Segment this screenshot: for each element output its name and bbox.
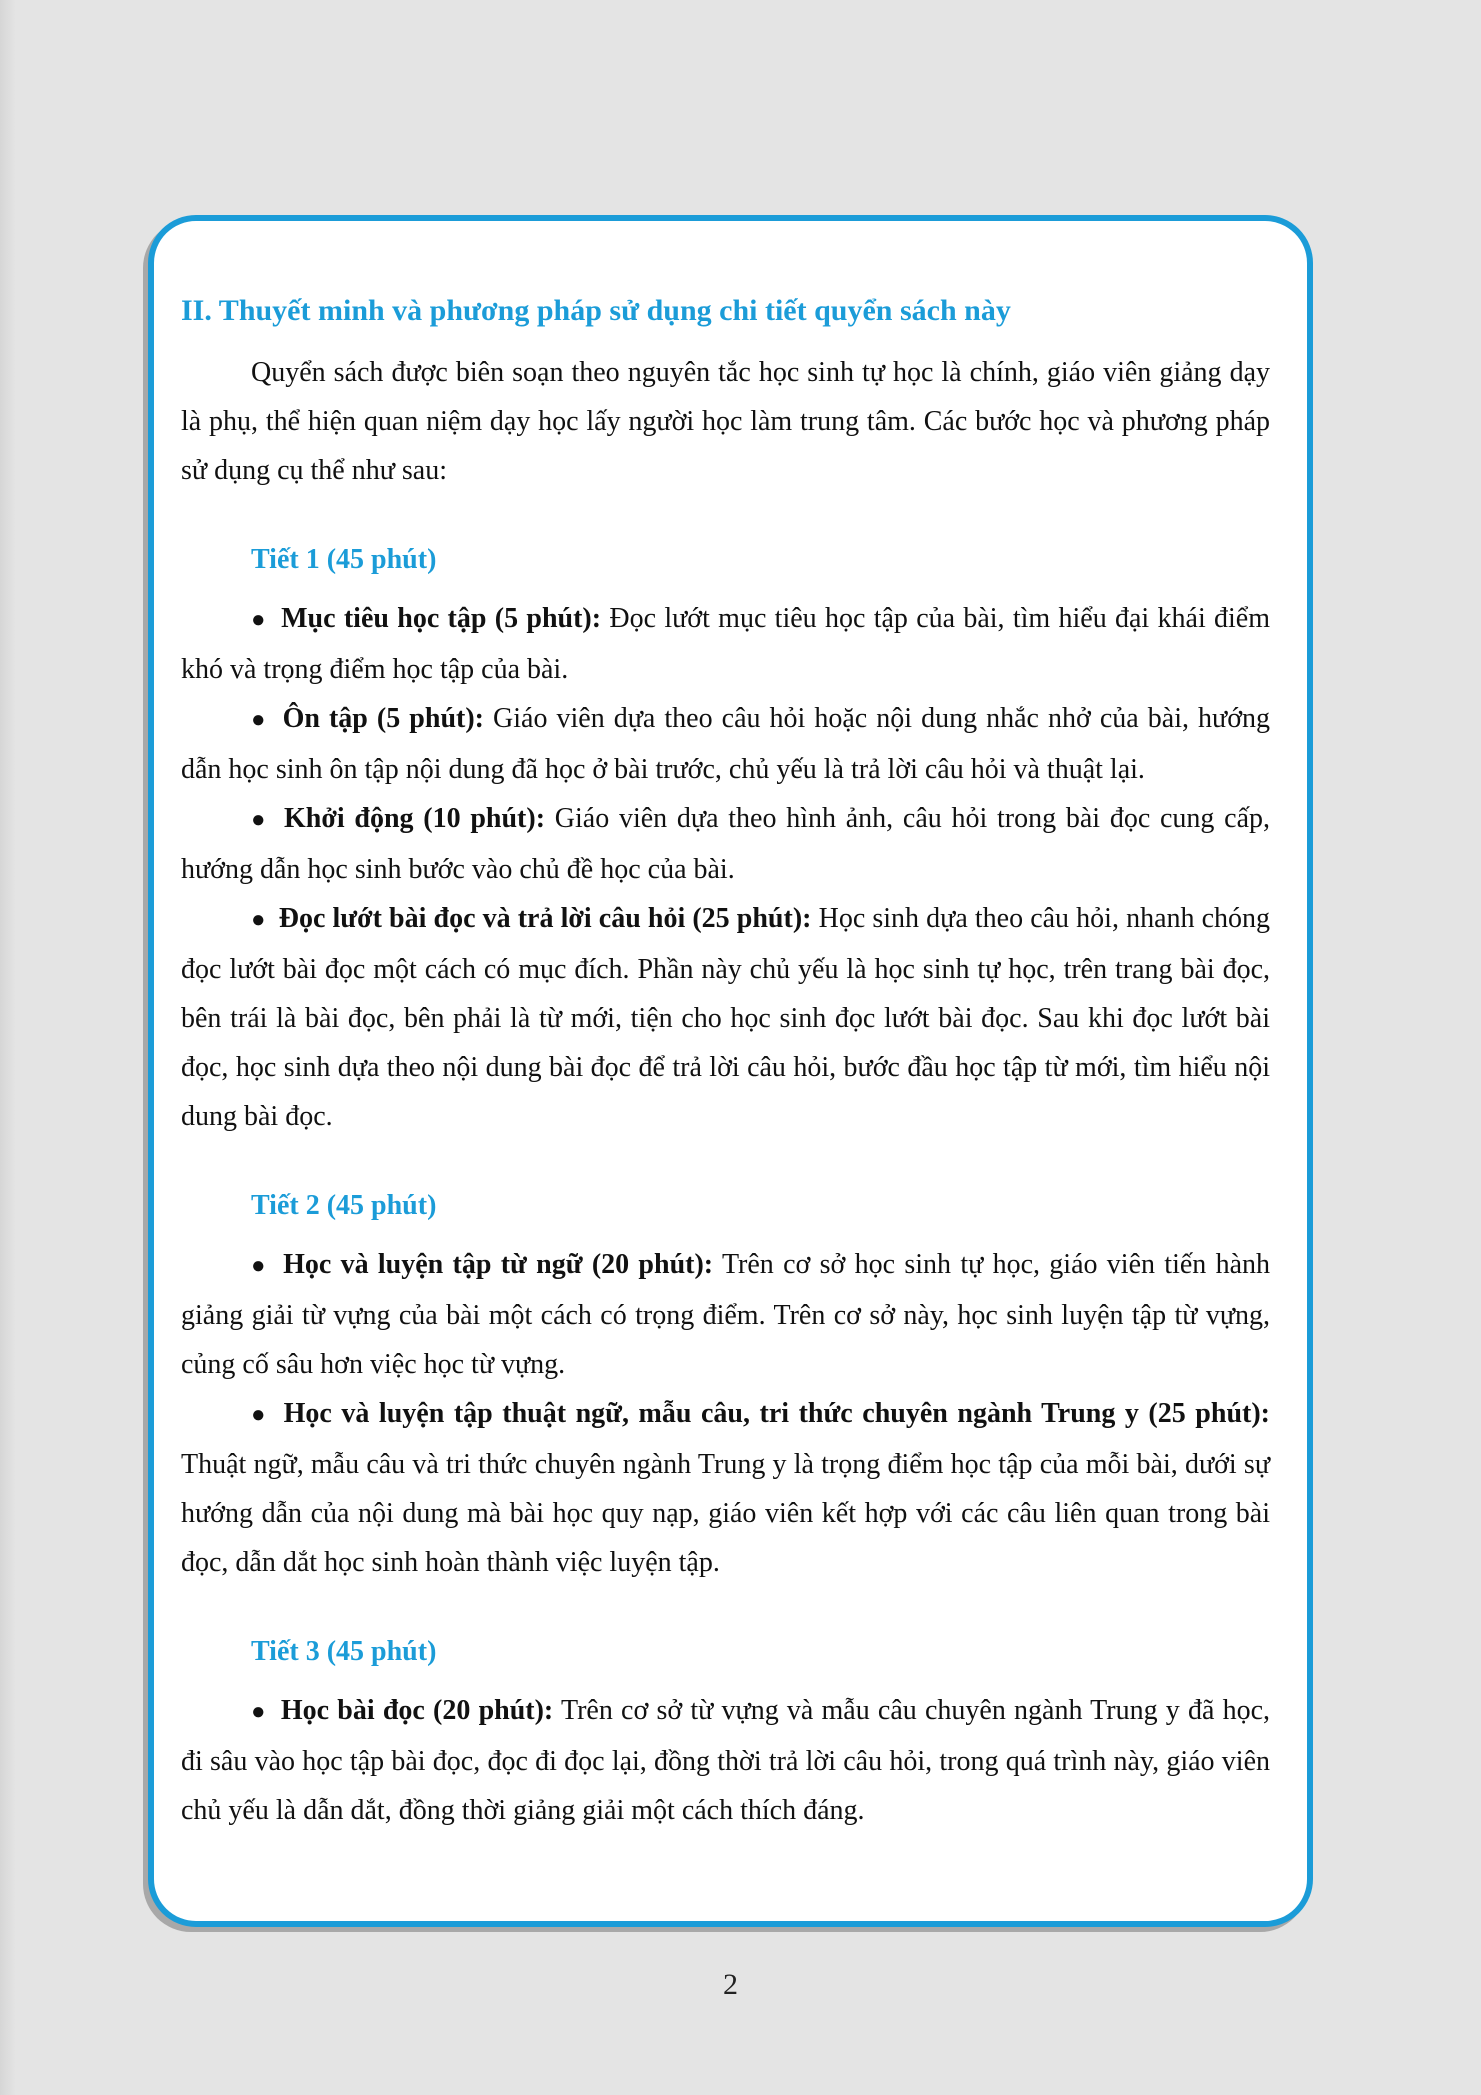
- bullet-paragraph: [181, 794, 1270, 894]
- item-body: Trên cơ sở học sinh tự học, giáo viên tiến hành giảng giải từ vựng của bài một cách có trọng điểm. Trên cơ sở này, học sinh luyện tập từ vựng, củng cố sâu hơn việc học từ vựng.: [181, 1248, 1271, 1380]
- item-body: Thuật ngữ, mẫu câu và tri thức chuyên ngành Trung y là trọng điểm học tập của mỗi bài, dưới sự hướng dẫn của nội dung mà bài học quy nạp, giáo viên kết hợp với các câu liên quan trong bài đọc, dẫn dắt học sinh hoàn thành việc luyện tập.: [181, 1448, 1270, 1578]
- bullet-icon: ●: [251, 606, 267, 633]
- intro-paragraph: Quyển sách được biên soạn theo nguyên tắc học sinh tự học là chính, giáo viên giảng dạy là phụ, thể hiện quan niệm dạy học lấy người học làm trung tâm. Các bước học và phương pháp sử dụng cụ thể như sau:: [181, 356, 1270, 486]
- bullet-paragraph: [181, 1389, 1270, 1587]
- bullet-icon: ●: [251, 1252, 268, 1279]
- item-lead: Đọc lướt bài đọc và trả lời câu hỏi (25 phút):: [278, 902, 812, 934]
- page-number: 2: [723, 1968, 738, 2001]
- item-body: Học sinh dựa theo câu hỏi, nhanh chóng đọc lướt bài đọc một cách có mục đích. Phần này chủ yếu là học sinh tự học, trên trang bài đọc, bên trái là bài đọc, bên phải là từ mới, tiện cho học sinh đọc lướt bài đọc. Sau khi đọc lướt bài đọc, học sinh dựa theo nội dung bài đọc để trả lời câu hỏi, bước đầu học tập từ mới, tìm hiểu nội dung bài đọc.: [181, 902, 1271, 1132]
- bullet-icon: ●: [251, 1401, 269, 1428]
- content-card: [148, 215, 1313, 1927]
- subheading-tiet-2: Tiết 2 (45 phút): [251, 1189, 437, 1221]
- item-body: Giáo viên dựa theo câu hỏi hoặc nội dung nhắc nhở của bài, hướng dẫn học sinh ôn tập nội dung đã học ở bài trước, chủ yếu là trả lời câu hỏi và thuật lại.: [181, 702, 1271, 785]
- item-body: Giáo viên dựa theo hình ảnh, câu hỏi trong bài đọc cung cấp, hướng dẫn học sinh bước vào chủ đề học của bài.: [181, 802, 1271, 885]
- bullet-paragraph: [181, 594, 1270, 694]
- item-lead: Học bài đọc (20 phút):: [280, 1694, 554, 1726]
- item-body: Đọc lướt mục tiêu học tập của bài, tìm hiểu đại khái điểm khó và trọng điểm học tập của bài.: [181, 602, 1271, 685]
- bullet-icon: ●: [251, 1698, 267, 1725]
- bullet-icon: ●: [251, 706, 268, 733]
- subheading-tiet-3: Tiết 3 (45 phút): [251, 1635, 437, 1667]
- bullet-paragraph: [181, 1240, 1270, 1389]
- bullet-paragraph: [181, 694, 1270, 794]
- item-lead: Học và luyện tập từ ngữ (20 phút):: [283, 1248, 714, 1280]
- subheading-tiet-1: Tiết 1 (45 phút): [251, 543, 437, 575]
- bullet-paragraph: [181, 894, 1270, 1141]
- bullet-paragraph: [181, 1686, 1270, 1835]
- item-lead: Mục tiêu học tập (5 phút):: [281, 602, 602, 634]
- section-heading: II. Thuyết minh và phương pháp sử dụng chi tiết quyển sách này: [181, 294, 1011, 327]
- bullet-icon: ●: [251, 906, 266, 933]
- item-lead: Học và luyện tập thuật ngữ, mẫu câu, tri thức chuyên ngành Trung y (25 phút):: [283, 1397, 1270, 1429]
- bullet-icon: ●: [251, 806, 269, 833]
- item-lead: Khởi động (10 phút):: [284, 802, 546, 834]
- item-body: Trên cơ sở từ vựng và mẫu câu chuyên ngành Trung y đã học, đi sâu vào học tập bài đọc, đọc đi đọc lại, đồng thời trả lời câu hỏi, trong quá trình này, giáo viên chủ yếu là dẫn dắt, đồng thời giảng giải một cách thích đáng.: [181, 1694, 1271, 1826]
- item-lead: Ôn tập (5 phút):: [282, 702, 484, 734]
